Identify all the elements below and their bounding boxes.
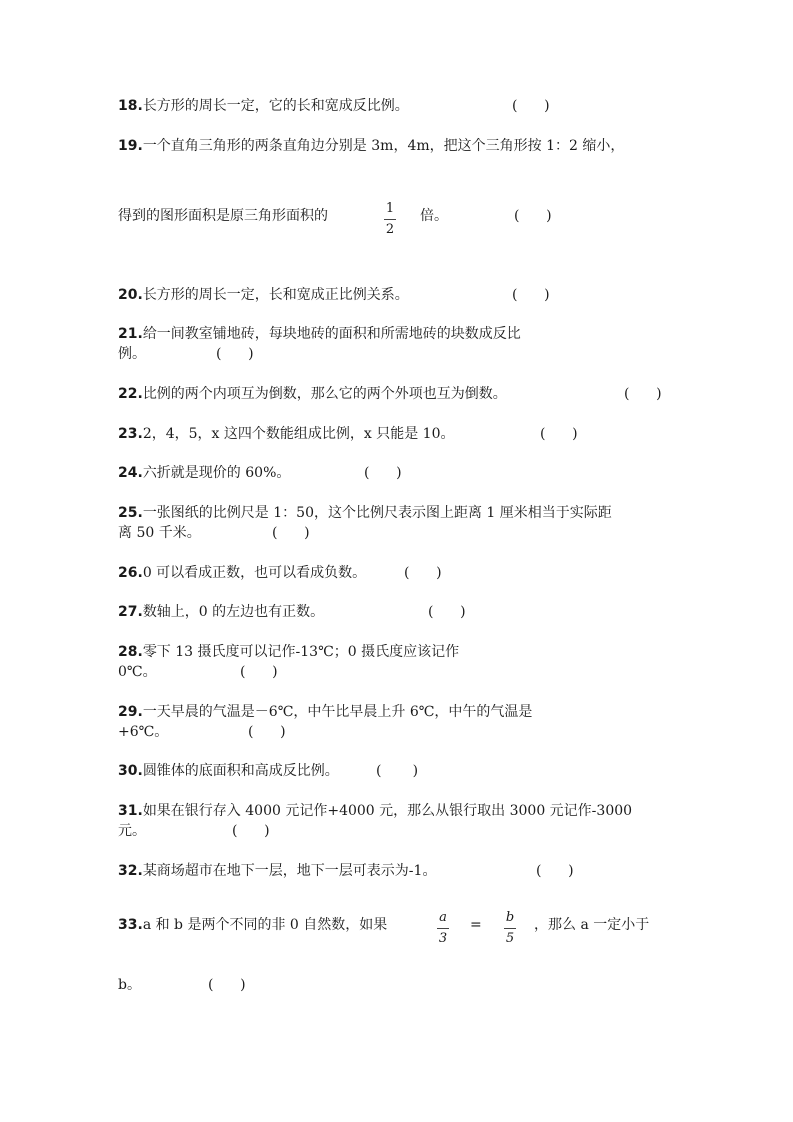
question-number: 22. bbox=[118, 386, 143, 402]
fraction-bar bbox=[384, 219, 396, 220]
fraction-b-over-5 bbox=[502, 911, 518, 946]
fraction-denominator: 5 bbox=[505, 931, 515, 946]
answer-blank-33[interactable]: ( ) bbox=[208, 977, 246, 993]
question-text: 圆锥体的底面积和高成反比例。 bbox=[142, 763, 339, 779]
question-number: 33. bbox=[118, 917, 143, 933]
question-28-line2: 0℃。 bbox=[118, 664, 157, 680]
question-19 bbox=[118, 137, 624, 155]
fraction-bar bbox=[504, 928, 516, 929]
question-text: 长方形的周长一定，它的长和宽成反比例。 bbox=[142, 98, 409, 114]
answer-blank-18[interactable]: ( ) bbox=[512, 98, 550, 114]
question-number: 28. bbox=[118, 644, 143, 660]
question-33-line2: b。 bbox=[118, 977, 141, 993]
question-30 bbox=[118, 762, 339, 780]
question-number: 24. bbox=[118, 465, 143, 481]
fraction-numerator: b bbox=[505, 910, 515, 925]
answer-blank-23[interactable]: ( ) bbox=[540, 426, 578, 442]
question-32 bbox=[118, 862, 436, 880]
question-25-line2: 离 50 千米。 bbox=[118, 525, 201, 541]
question-25 bbox=[118, 504, 612, 522]
fraction-numerator: a bbox=[439, 910, 447, 925]
question-27 bbox=[118, 603, 324, 621]
question-21-line2: 例。 bbox=[118, 346, 146, 362]
question-number: 20. bbox=[118, 287, 143, 303]
question-number: 19. bbox=[118, 138, 143, 154]
question-21 bbox=[118, 325, 521, 343]
answer-blank-32[interactable]: ( ) bbox=[536, 863, 574, 879]
question-number: 21. bbox=[118, 326, 143, 342]
answer-blank-28[interactable]: ( ) bbox=[240, 664, 278, 680]
question-text: 给一间教室铺地砖，每块地砖的面积和所需地砖的块数成反比 bbox=[142, 326, 521, 342]
answer-blank-26[interactable]: ( ) bbox=[404, 565, 442, 581]
question-text: 长方形的周长一定，长和宽成正比例关系。 bbox=[142, 287, 409, 303]
question-text: 某商场超市在地下一层，地下一层可表示为-1。 bbox=[142, 863, 437, 879]
answer-blank-31[interactable]: ( ) bbox=[232, 823, 270, 839]
fraction-denominator: 3 bbox=[438, 931, 448, 946]
fraction-bar bbox=[437, 928, 449, 929]
question-28 bbox=[118, 643, 459, 661]
answer-blank-20[interactable]: ( ) bbox=[512, 287, 550, 303]
answer-blank-30[interactable]: ( ) bbox=[376, 763, 419, 779]
question-number: 18. bbox=[118, 98, 143, 114]
question-number: 26. bbox=[118, 565, 143, 581]
question-18 bbox=[118, 97, 409, 115]
question-text: 比例的两个内项互为倒数，那么它的两个外项也互为倒数。 bbox=[142, 386, 507, 402]
question-number: 32. bbox=[118, 863, 143, 879]
question-number: 29. bbox=[118, 704, 143, 720]
question-number: 25. bbox=[118, 505, 143, 521]
answer-blank-24[interactable]: ( ) bbox=[364, 465, 402, 481]
question-text: 零下 13 摄氏度可以记作-13℃；0 摄氏度应该记作 bbox=[142, 644, 460, 660]
fraction-denominator: 2 bbox=[385, 222, 395, 237]
equals-sign: = bbox=[470, 917, 482, 933]
question-33 bbox=[118, 916, 387, 934]
question-23 bbox=[118, 425, 455, 443]
question-26 bbox=[118, 564, 366, 582]
question-text: 如果在银行存入 4000 元记作+4000 元，那么从银行取出 3000 元记作-3000 bbox=[142, 803, 633, 819]
question-text: 0 可以看成正数，也可以看成负数。 bbox=[142, 565, 367, 581]
question-20 bbox=[118, 286, 409, 304]
fraction-a-over-3 bbox=[435, 911, 451, 946]
question-number: 30. bbox=[118, 763, 143, 779]
question-text: 一个直角三角形的两条直角边分别是 3m，4m，把这个三角形按 1：2 缩小， bbox=[142, 138, 625, 154]
question-text: 六折就是现价的 60%。 bbox=[142, 465, 291, 481]
answer-blank-19[interactable]: ( ) bbox=[514, 208, 552, 224]
question-19-line2: 得到的图形面积是原三角形面积的 bbox=[118, 208, 328, 224]
question-31 bbox=[118, 802, 632, 820]
question-29 bbox=[118, 703, 532, 721]
question-number: 27. bbox=[118, 604, 143, 620]
answer-blank-25[interactable]: ( ) bbox=[272, 525, 310, 541]
question-22 bbox=[118, 385, 507, 403]
question-24 bbox=[118, 464, 290, 482]
fraction-numerator: 1 bbox=[385, 201, 395, 216]
question-number: 23. bbox=[118, 426, 143, 442]
answer-blank-29[interactable]: ( ) bbox=[248, 724, 286, 740]
question-33-after: ，那么 a 一定小于 bbox=[534, 917, 650, 933]
fraction-one-half bbox=[382, 202, 398, 237]
question-text: 数轴上，0 的左边也有正数。 bbox=[142, 604, 325, 620]
question-text: 2，4，5，x 这四个数能组成比例，x 只能是 10。 bbox=[142, 426, 455, 442]
question-number: 31. bbox=[118, 803, 143, 819]
answer-blank-22[interactable]: ( ) bbox=[624, 386, 662, 402]
answer-blank-27[interactable]: ( ) bbox=[428, 604, 466, 620]
answer-blank-21[interactable]: ( ) bbox=[216, 346, 254, 362]
question-text: 一张图纸的比例尺是 1：50，这个比例尺表示图上距离 1 厘米相当于实际距 bbox=[142, 505, 612, 521]
question-text: a 和 b 是两个不同的非 0 自然数，如果 bbox=[142, 917, 388, 933]
question-text: 一天早晨的气温是－6℃，中午比早晨上升 6℃，中午的气温是 bbox=[142, 704, 533, 720]
question-31-line2: 元。 bbox=[118, 823, 146, 839]
question-19-after: 倍。 bbox=[420, 208, 448, 224]
question-29-line2: +6℃。 bbox=[118, 724, 169, 740]
